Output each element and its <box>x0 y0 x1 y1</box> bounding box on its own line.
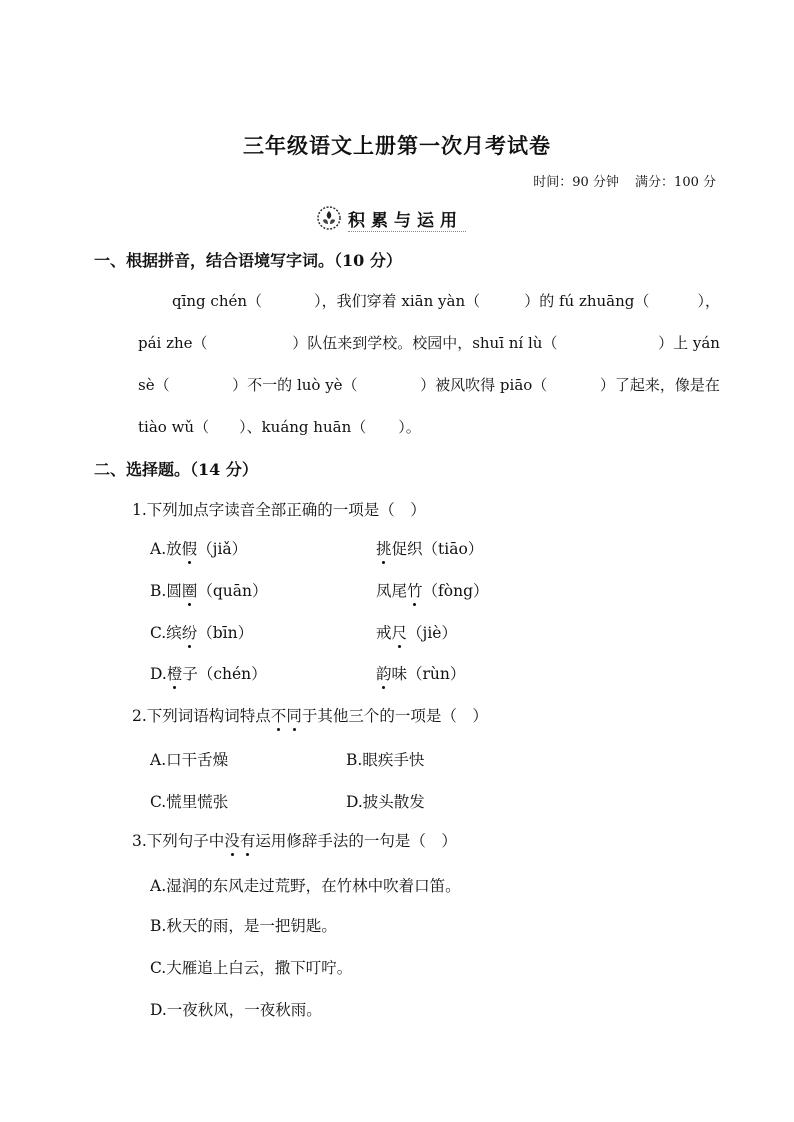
option-text: （fòng） <box>422 582 489 600</box>
q2-3-option-b[interactable]: B.秋天的雨，是一把钥匙。 <box>150 917 337 935</box>
q2-1-stem: 1.下列加点字读音全部正确的一项是（ ） <box>132 501 426 519</box>
q2-2-stem <box>132 704 488 726</box>
option-text: （quān） <box>197 582 268 600</box>
dotted-char: 纷 <box>182 621 198 643</box>
answer-blank[interactable] <box>236 332 264 353</box>
q2-2-option-d[interactable]: D.披头散发 <box>346 793 425 811</box>
q2-1-option-d-2 <box>376 662 465 684</box>
option-text: 味（rùn） <box>391 665 466 683</box>
q1-text: ）上 yán <box>658 334 720 352</box>
stem-text: 2.下列词语构词特点 <box>132 707 271 725</box>
dotted-char: 同 <box>286 704 302 726</box>
answer-blank[interactable] <box>491 290 513 311</box>
option-text: （jiè） <box>407 624 457 642</box>
q1-text: pái zhe（ <box>138 334 208 352</box>
section-banner-text: 积累与运用 <box>348 210 463 231</box>
answer-blank[interactable] <box>273 290 303 311</box>
dotted-char: 竹 <box>407 579 423 601</box>
q1-line-3 <box>138 374 720 395</box>
option-text: 促织（tiāo） <box>391 540 484 558</box>
q1-text: ）， <box>697 292 720 310</box>
banner-underline <box>348 231 466 232</box>
q2-3-option-d[interactable]: D.一夜秋风，一夜秋雨。 <box>150 1001 322 1019</box>
q1-text: ）被风吹得 piāo（ <box>420 376 548 394</box>
q1-line-1 <box>172 290 720 311</box>
exam-time: 时间：90 分钟 <box>533 175 619 190</box>
q1-text: ）的 fú zhuāng（ <box>524 292 650 310</box>
dotted-char: 假 <box>182 537 198 559</box>
q1-text: ）了起来，像是在 <box>599 376 720 394</box>
exam-meta <box>521 171 716 190</box>
exam-title: 三年级语文上册第一次月考试卷 <box>243 133 551 158</box>
answer-blank[interactable] <box>660 290 686 311</box>
q2-1-option-b-2 <box>376 579 489 601</box>
dotted-char: 挑 <box>376 537 392 559</box>
q2-1-option-c-2 <box>376 621 457 643</box>
q2-3-option-c[interactable]: C.大雁追上白云，撒下叮咛。 <box>150 959 353 977</box>
q2-3-option-a[interactable]: A.湿润的东风走过荒野，在竹林中吹着口笛。 <box>150 877 461 895</box>
q2-1-option-a-2 <box>376 537 483 559</box>
q1-heading: 一、根据拼音，结合语境写字词。（10 分） <box>94 251 402 270</box>
option-text: 凤尾 <box>376 582 408 600</box>
q1-text: qīng chén（ <box>172 292 263 310</box>
q1-text: ）队伍来到学校。校园中，shuī ní lù（ <box>292 334 558 352</box>
stem-text: 运用修辞手法的一句是（ ） <box>255 832 457 850</box>
q1-text: sè（ <box>138 376 170 394</box>
option-text: C.缤 <box>150 624 182 642</box>
option-text: A.放 <box>150 540 182 558</box>
option-text: （bīn） <box>197 624 254 642</box>
q2-1-option-d[interactable] <box>150 662 267 684</box>
dotted-char: 韵 <box>376 662 392 684</box>
q1-text: ）。 <box>398 418 421 436</box>
q1-text: ），我们穿着 xiān yàn（ <box>314 292 481 310</box>
q2-2-option-c[interactable]: C.慌里慌张 <box>150 793 229 811</box>
dotted-char: 没 <box>224 829 240 851</box>
dotted-char: 有 <box>240 829 256 851</box>
section-banner <box>316 202 466 234</box>
answer-blank[interactable] <box>586 332 630 353</box>
stem-text: 3.下列句子中 <box>132 832 225 850</box>
q2-1-option-b[interactable] <box>150 579 267 601</box>
answer-blank[interactable] <box>366 416 398 437</box>
q2-2-option-a[interactable]: A.口干舌燥 <box>150 751 229 769</box>
q2-2-option-b[interactable]: B.眼疾手快 <box>346 751 425 769</box>
dotted-char: 不 <box>271 704 287 726</box>
option-text: （jiǎ） <box>197 540 248 558</box>
option-text: D. <box>150 665 167 683</box>
flower-stamp-icon <box>316 205 342 231</box>
option-text: 子（chén） <box>182 665 267 683</box>
option-text: 戒 <box>376 624 392 642</box>
q1-text: ）不一的 luò yè（ <box>232 376 358 394</box>
q2-heading: 二、选择题。（14 分） <box>94 460 258 479</box>
q2-3-stem <box>132 829 457 851</box>
exam-score: 满分：100 分 <box>635 175 716 190</box>
option-text: B.圆 <box>150 582 182 600</box>
q2-1-option-c[interactable] <box>150 621 253 643</box>
q1-text: tiào wǔ（ <box>138 418 210 436</box>
answer-blank[interactable] <box>189 374 213 395</box>
answer-blank[interactable] <box>567 374 581 395</box>
dotted-char: 尺 <box>392 621 408 643</box>
q1-line-2 <box>138 332 720 353</box>
dotted-char: 橙 <box>167 662 183 684</box>
q2-1-option-a[interactable] <box>150 537 247 559</box>
answer-blank[interactable] <box>209 416 239 437</box>
q1-line-4 <box>138 416 421 437</box>
answer-blank[interactable] <box>377 374 401 395</box>
q1-text: ）、kuáng huān（ <box>239 418 367 436</box>
dotted-char: 圈 <box>182 579 198 601</box>
stem-text: 于其他三个的一项是（ ） <box>301 707 488 725</box>
